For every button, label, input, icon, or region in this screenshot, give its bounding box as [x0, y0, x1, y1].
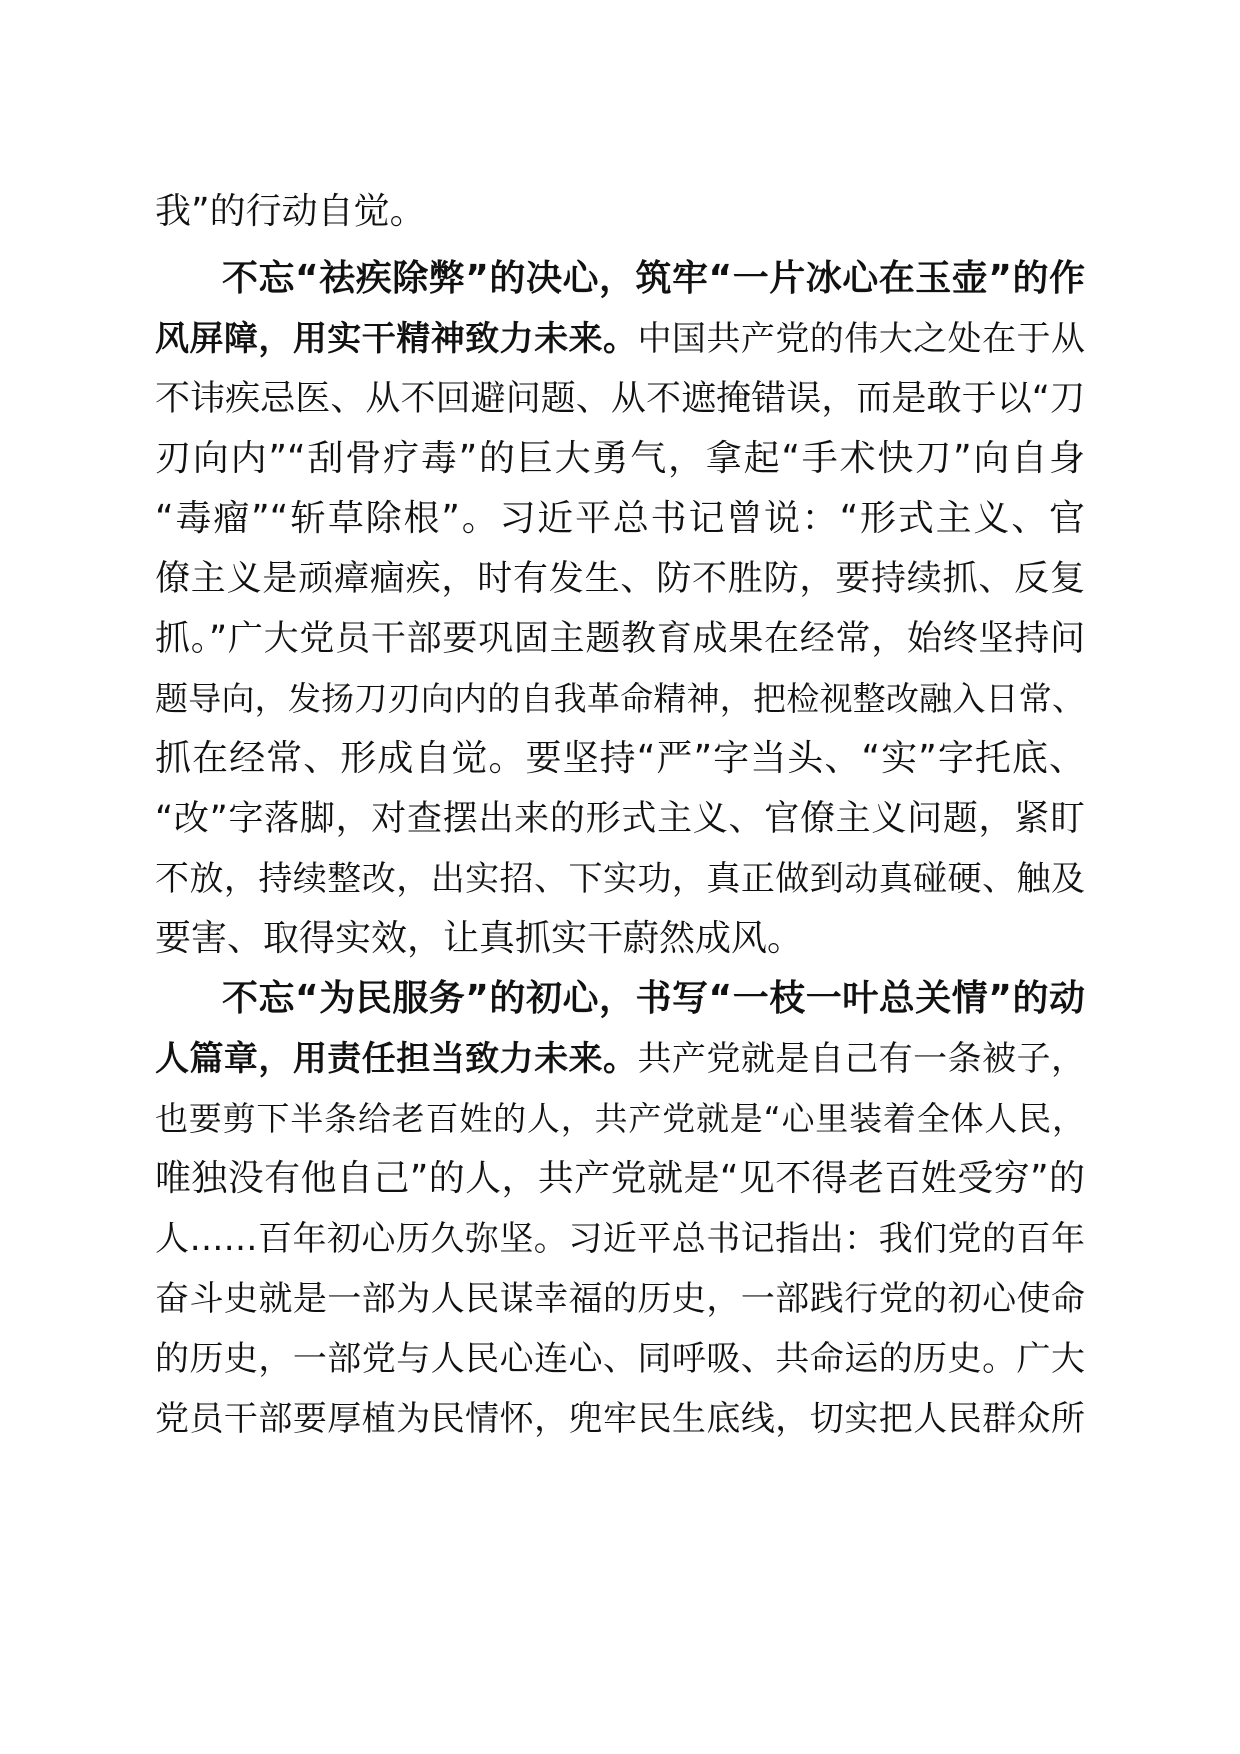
heading-text: 人篇章，用责任担当致力未来。: [155, 1039, 638, 1079]
line-text: 不放，持续整改，出实招、下实功，真正做到动真碰硬、触及: [155, 859, 1085, 899]
text-line: [155, 907, 1085, 971]
text-line: [155, 1207, 1085, 1271]
line-text: 的历史，一部党与人民心连心、同呼吸、共命运的历史。广大: [155, 1339, 1085, 1379]
line-text: 我”的行动自觉。: [155, 191, 426, 232]
text-line: [155, 1027, 1085, 1091]
text-line: [155, 1087, 1085, 1151]
section-heading-line: [222, 247, 1085, 311]
heading-text: 不忘“为民服务”的初心，书写“一枝一叶总关情”的动: [222, 978, 1085, 1019]
text-line: [155, 787, 1085, 851]
line-text: 中国共产党的伟大之处在于从: [637, 319, 1086, 359]
line-text: 共产党就是自己有一条被子，: [637, 1039, 1086, 1079]
line-text: 人……百年初心历久弥坚。习近平总书记指出：我们党的百年: [155, 1219, 1085, 1259]
text-line: [155, 427, 1085, 491]
text-line: [155, 487, 1085, 551]
line-text: 僚主义是顽瘴痼疾，时有发生、防不胜防，要持续抓、反复: [155, 559, 1085, 599]
heading-text: 不忘“祛疾除弊”的决心，筑牢“一片冰心在玉壶”的作: [222, 258, 1085, 299]
text-line: [155, 547, 1085, 611]
line-text: 抓在经常、形成自觉。要坚持“严”字当头、“实”字托底、: [155, 738, 1085, 779]
text-line: [155, 667, 1085, 731]
text-line: [155, 1147, 1085, 1211]
text-line: [155, 307, 1085, 371]
text-line: [155, 1387, 1085, 1451]
line-text: 不讳疾忌医、从不回避问题、从不遮掩错误，而是敢于以“刀: [155, 379, 1085, 419]
text-line: [155, 727, 1085, 791]
line-text: 刃向内”“刮骨疗毒”的巨大勇气，拿起“手术快刀”向自身: [155, 438, 1085, 479]
section-heading-line: [222, 967, 1085, 1031]
line-text: 唯独没有他自己”的人，共产党就是“见不得老百姓受穷”的: [155, 1158, 1085, 1199]
text-line: [155, 1267, 1085, 1331]
text-line: [155, 1327, 1085, 1391]
line-text: 党员干部要厚植为民情怀，兜牢民生底线，切实把人民群众所: [155, 1399, 1085, 1439]
line-text: 要害、取得实效，让真抓实干蔚然成风。: [155, 918, 804, 959]
heading-text: 风屏障，用实干精神致力未来。: [155, 319, 638, 359]
line-text: 也要剪下半条给老百姓的人，共产党就是“心里装着全体人民，: [155, 1099, 1085, 1138]
text-line: [155, 847, 1085, 911]
text-line: [155, 607, 1085, 671]
line-text: 题导向，发扬刀刃向内的自我革命精神，把检视整改融入日常、: [155, 679, 1085, 718]
line-text: 抓。”广大党员干部要巩固主题教育成果在经常，始终坚持问: [155, 619, 1085, 659]
text-line: [155, 180, 1085, 244]
line-text: “毒瘤”“斩草除根”。习近平总书记曾说：“形式主义、官: [155, 498, 1085, 539]
line-text: 奋斗史就是一部为人民谋幸福的历史，一部践行党的初心使命: [155, 1279, 1085, 1319]
text-line: [155, 367, 1085, 431]
line-text: “改”字落脚，对查摆出来的形式主义、官僚主义问题，紧盯: [155, 799, 1085, 839]
